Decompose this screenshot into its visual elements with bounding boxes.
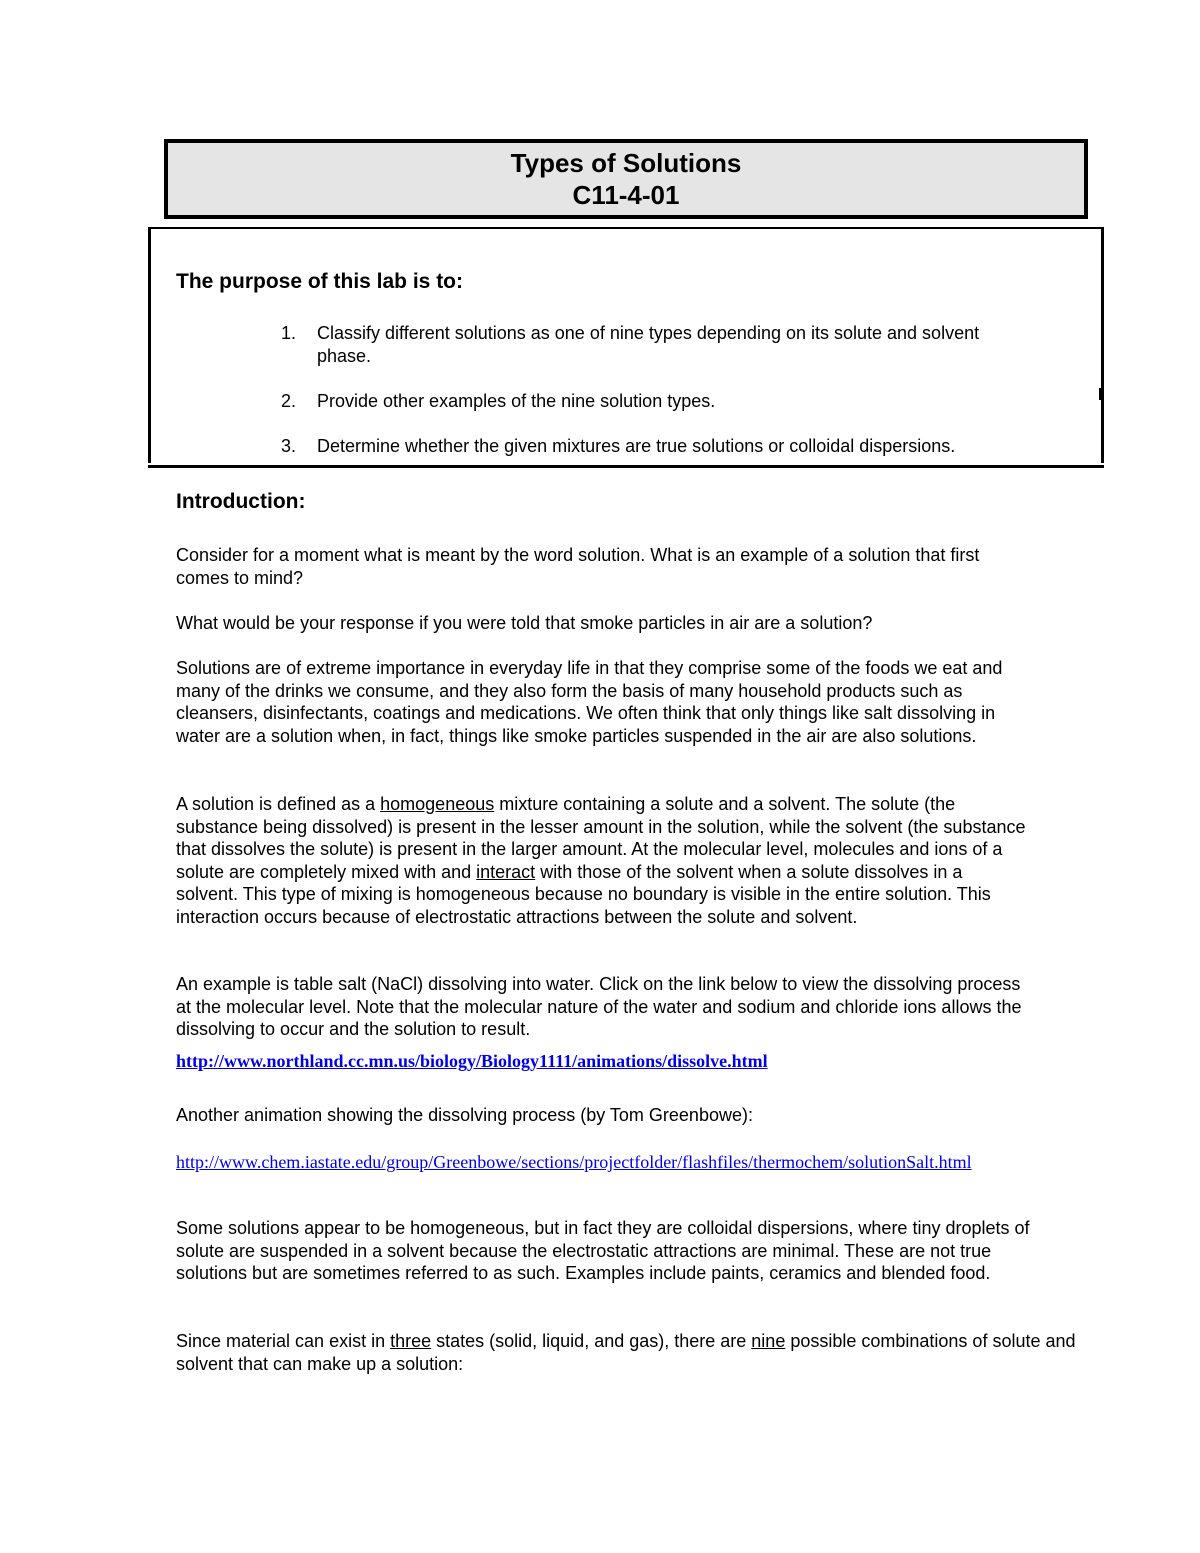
- page-title: Types of Solutions: [510, 148, 742, 178]
- intro-paragraph-1: Consider for a moment what is meant by the word solution. What is an example of a solution that first comes to mind?: [176, 545, 980, 588]
- text-run: with those of the solvent when a solute dissolves in a solvent. This type of mixing is homogeneous because no boundary is visible in the entire solution. This interaction occurs because of electrostatic attractions between the solute and solvent.: [176, 861, 991, 927]
- text-run: possible combinations of solute and solvent that can make up a solution:: [176, 1331, 1076, 1374]
- text-run: A solution is defined as a: [176, 794, 381, 814]
- text-run: states (solid, liquid, and gas), there are: [431, 1331, 752, 1351]
- intro-paragraph-6: Another animation showing the dissolving process (by Tom Greenbowe):: [176, 1105, 753, 1125]
- text-run: mixture containing a solute and a solvent. The solute (the substance being dissolved) is present in the lesser amount in the solution, while the solvent (the substance that dissolves the solute) is present in the larger amount. At the molecular level, molecules and ions of a solute are completely mixed with and: [176, 794, 1026, 882]
- list-number: 2.: [281, 391, 297, 411]
- underlined-term: homogeneous: [380, 794, 495, 814]
- intro-paragraph-8: [176, 1330, 1076, 1375]
- intro-paragraph-5: An example is table salt (NaCl) dissolving into water. Click on the link below to view the dissolving process at the molecular level. Note that the molecular nature of the water and sodium and chloride ions allows the dissolving to occur and the solution to result.: [176, 974, 1022, 1040]
- course-code: C11-4-01: [572, 180, 680, 210]
- intro-paragraph-3: Solutions are of extreme importance in everyday life in that they comprise some of the foods we eat and many of the drinks we consume, and they also form the basis of many household products such as cleansers, disinfectants, coatings and medications. We often think that only things like salt dissolving in water are a solution when, in fact, things like smoke particles suspended in the air are also solutions.: [176, 658, 1003, 746]
- list-text: Determine whether the given mixtures are true solutions or colloidal dispersions.: [317, 436, 956, 456]
- list-number: 1.: [281, 323, 297, 343]
- dissolve-animation-link[interactable]: http://www.northland.cc.mn.us/biology/Biology1111/animations/dissolve.html: [176, 1051, 768, 1071]
- title-box: [164, 139, 1088, 219]
- purpose-box-edge-mark: [1099, 388, 1103, 400]
- list-text: Classify different solutions as one of nine types depending on its solute and solvent phase.: [317, 323, 980, 366]
- list-text: Provide other examples of the nine solution types.: [317, 391, 716, 411]
- purpose-box-bottom-rule: [148, 465, 1104, 468]
- text-run: Since material can exist in: [176, 1331, 391, 1351]
- intro-paragraph-4: [176, 793, 1026, 929]
- greenbowe-animation-link[interactable]: http://www.chem.iastate.edu/group/Greenbowe/sections/projectfolder/flashfiles/thermochem/solutionSalt.html: [176, 1152, 972, 1172]
- introduction-heading: Introduction:: [176, 490, 306, 513]
- underlined-term: three: [390, 1331, 432, 1351]
- intro-paragraph-2: What would be your response if you were told that smoke particles in air are a solution?: [176, 613, 873, 633]
- intro-paragraph-7: Some solutions appear to be homogeneous, but in fact they are colloidal dispersions, where tiny droplets of solute are suspended in a solvent because the electrostatic attractions are minimal. These are not true solutions but are sometimes referred to as such. Examples include paints, ceramics and blended food.: [176, 1218, 1030, 1284]
- list-number: 3.: [281, 436, 297, 456]
- underlined-term: nine: [751, 1331, 786, 1351]
- underlined-term: interact: [476, 861, 536, 882]
- purpose-heading: The purpose of this lab is to:: [176, 270, 464, 293]
